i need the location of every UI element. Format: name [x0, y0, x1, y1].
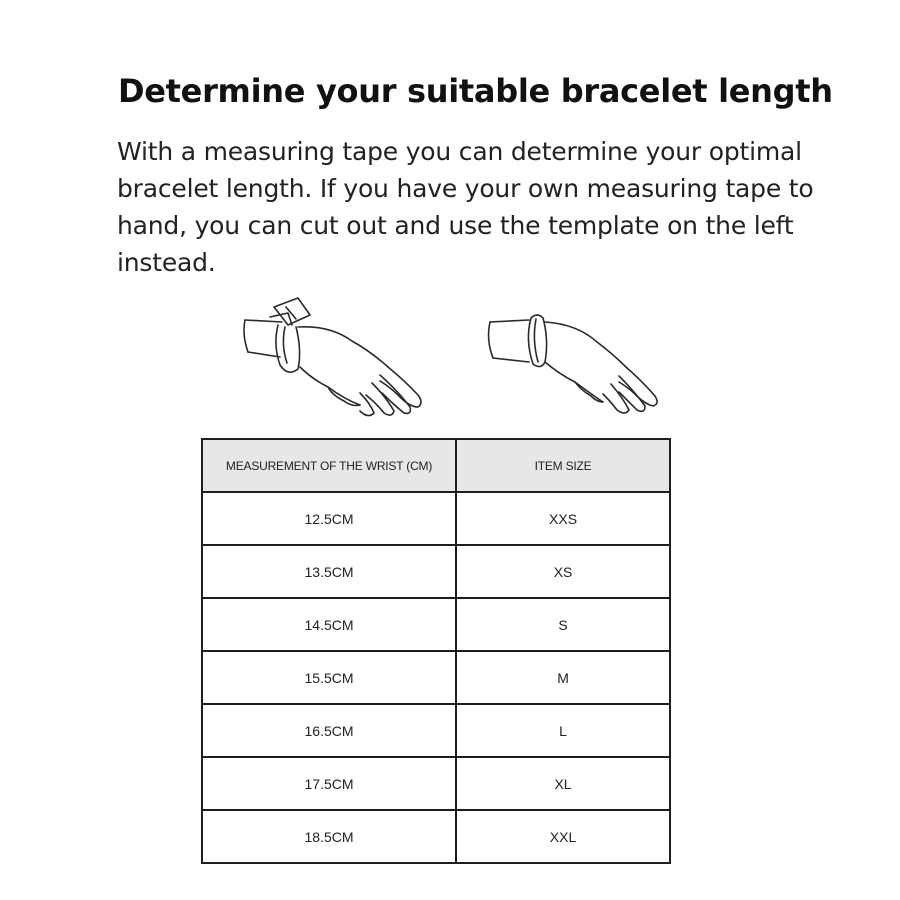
table-row [202, 651, 670, 704]
wrist-bracelet-illustration [485, 310, 665, 420]
column-header-size: ITEM SIZE [456, 439, 670, 492]
size-cell: XXS [456, 492, 670, 545]
column-header-wrist: MEASUREMENT OF THE WRIST (CM) [202, 439, 456, 492]
table-row [202, 598, 670, 651]
wrist-cell: 15.5CM [202, 651, 456, 704]
wrist-cell: 18.5CM [202, 810, 456, 863]
wrist-measuring-tape-illustration [240, 295, 430, 420]
table-row [202, 704, 670, 757]
table-row [202, 810, 670, 863]
table-header-row [202, 439, 670, 492]
intro-text: With a measuring tape you can determine your optimal bracelet length. If you have your own measuring tape to hand, you can cut out and use the template on the left instead. [117, 137, 814, 277]
wrist-cell: 12.5CM [202, 492, 456, 545]
size-cell: XXL [456, 810, 670, 863]
wrist-cell: 16.5CM [202, 704, 456, 757]
table-row [202, 545, 670, 598]
size-chart-table [201, 438, 671, 864]
table-row [202, 757, 670, 810]
wrist-cell: 13.5CM [202, 545, 456, 598]
size-cell: XS [456, 545, 670, 598]
wrist-cell: 17.5CM [202, 757, 456, 810]
size-cell: M [456, 651, 670, 704]
size-cell: XL [456, 757, 670, 810]
size-cell: L [456, 704, 670, 757]
page-title: Determine your suitable bracelet length [118, 72, 833, 110]
size-cell: S [456, 598, 670, 651]
wrist-cell: 14.5CM [202, 598, 456, 651]
table-row [202, 492, 670, 545]
